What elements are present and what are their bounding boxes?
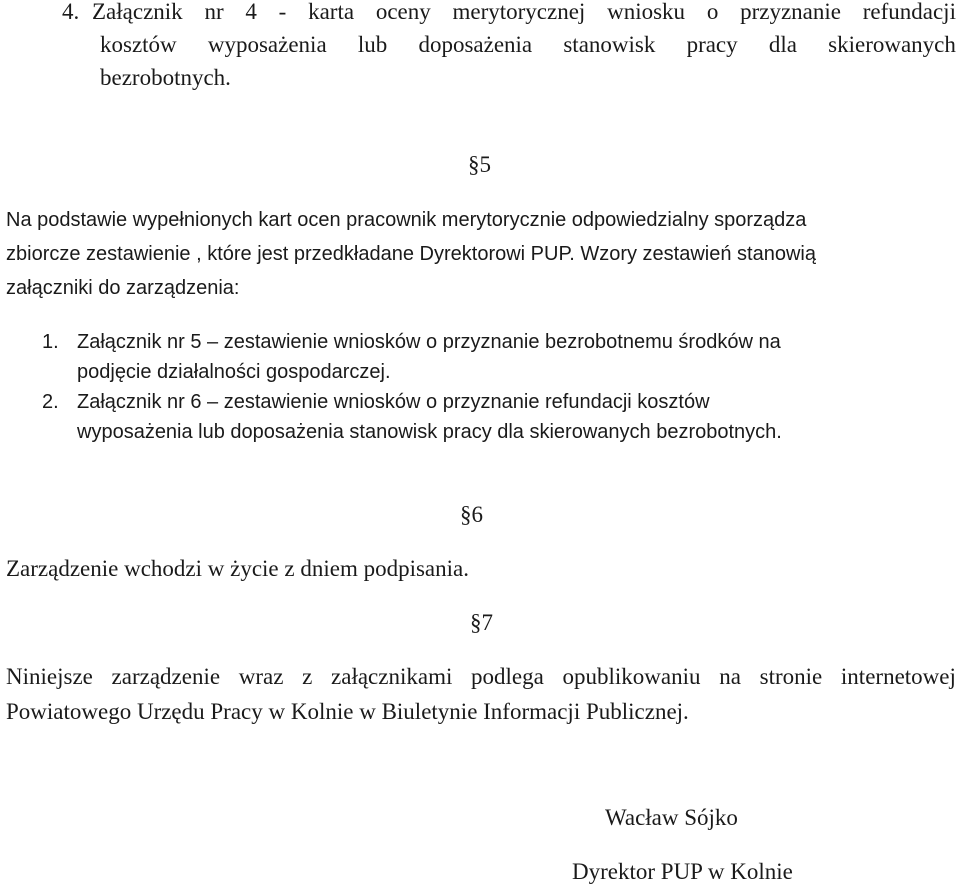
word: na: [719, 664, 741, 689]
list-item-line-1: Załącznik nr 6 – zestawienie wniosków o przyznanie refundacji kosztów: [77, 391, 710, 413]
section-6-heading: §6: [460, 502, 483, 527]
item-4-line-3: bezrobotnych.: [100, 65, 231, 90]
list-item-line-2: wyposażenia lub doposażenia stanowisk pracy dla skierowanych bezrobotnych.: [77, 421, 782, 443]
word: kosztów: [100, 32, 177, 57]
section-7-line-2: Powiatowego Urzędu Pracy w Kolnie w Biuletynie Informacji Publicznej.: [6, 699, 689, 724]
word: merytorycznej: [452, 0, 586, 24]
list-item-number: 1.: [42, 331, 59, 353]
item-4-number: 4.: [62, 0, 80, 24]
list-item-number: 2.: [42, 391, 59, 413]
word: pracy: [686, 32, 738, 57]
word: opublikowaniu: [562, 664, 701, 689]
word: załącznikami: [331, 664, 453, 689]
section-7-heading: §7: [470, 610, 493, 635]
word: dla: [768, 32, 797, 57]
signatory-name: Wacław Sójko: [605, 805, 738, 830]
section-5-line-2: zbiorcze zestawienie , które jest przedkładane Dyrektorowi PUP. Wzory zestawień stanowią: [6, 243, 816, 265]
section-6-text: Zarządzenie wchodzi w życie z dniem podpisania.: [6, 556, 469, 581]
word: wyposażenia: [207, 32, 327, 57]
word: Niniejsze: [6, 664, 93, 689]
word: skierowanych: [828, 32, 956, 57]
word: wraz: [238, 664, 284, 689]
word: z: [302, 664, 313, 689]
word: nr: [204, 0, 224, 24]
section-5-line-1: Na podstawie wypełnionych kart ocen pracownik merytorycznie odpowiedzialny sporządza: [6, 209, 807, 231]
word: -: [278, 0, 287, 24]
word: stanowisk: [563, 32, 656, 57]
word: Załącznik: [92, 0, 183, 24]
list-item-line-2: podjęcie działalności gospodarczej.: [77, 361, 391, 383]
word: przyznanie: [740, 0, 841, 24]
word: wniosku: [607, 0, 686, 24]
signatory-title: Dyrektor PUP w Kolnie: [572, 859, 793, 884]
word: stronie: [759, 664, 823, 689]
word: karta: [308, 0, 355, 24]
item-4-line-2: [100, 28, 956, 62]
section-7-line-1: [6, 660, 956, 694]
word: podlega: [471, 664, 544, 689]
word: o: [706, 0, 719, 24]
list-item-line-1: Załącznik nr 5 – zestawienie wniosków o przyznanie bezrobotnemu środków na: [77, 331, 781, 353]
word: refundacji: [862, 0, 956, 24]
word: doposażenia: [418, 32, 533, 57]
word: lub: [357, 32, 388, 57]
section-5-line-3: załączniki do zarządzenia:: [6, 277, 240, 299]
word: oceny: [375, 0, 431, 24]
word: internetowej: [840, 664, 956, 689]
word: 4: [245, 0, 257, 24]
section-5-heading: §5: [468, 152, 491, 177]
item-4-line-1: [92, 0, 956, 29]
word: zarządzenie: [111, 664, 221, 689]
